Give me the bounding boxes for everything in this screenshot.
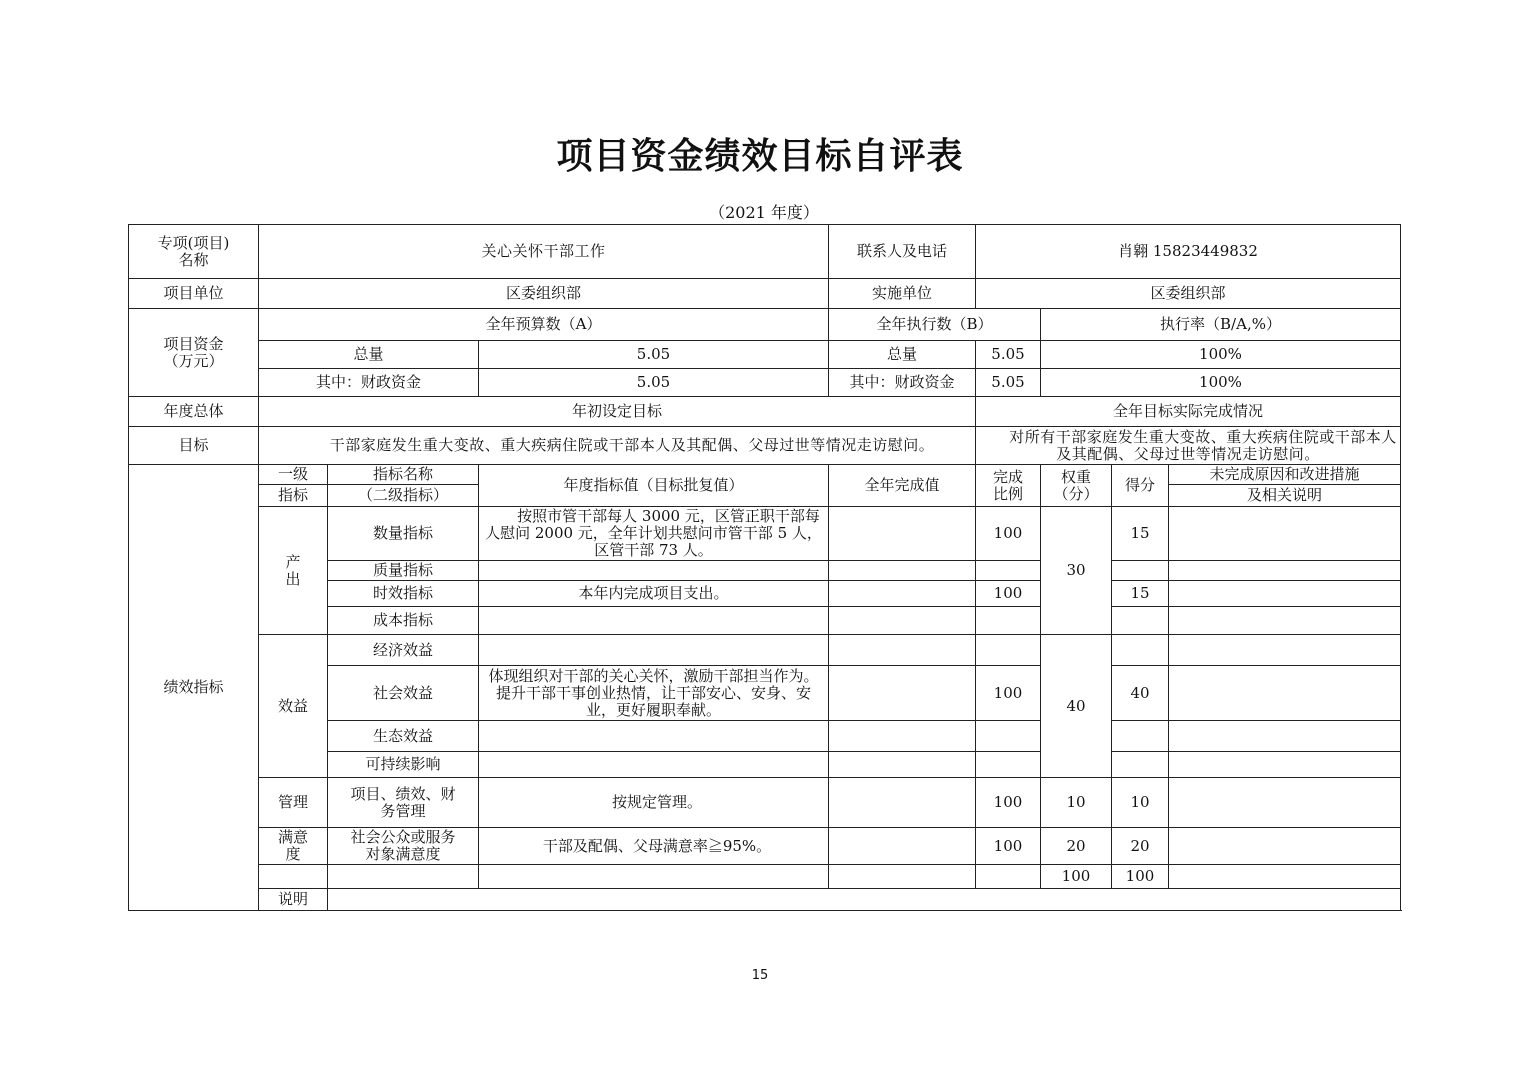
econ-target <box>479 635 829 666</box>
rate-header: 执行率（B/A,%） <box>1041 309 1401 341</box>
page-number: 15 <box>751 968 769 983</box>
cost-reason <box>1169 607 1401 635</box>
contact-value: 肖翱 15823449832 <box>976 225 1401 279</box>
project-name-label: 专项(项目) 名称 <box>129 225 259 279</box>
cost-name: 成本指标 <box>328 607 479 635</box>
col-weight: 权重 （分） <box>1041 465 1112 507</box>
rate-fiscal-value: 100% <box>1041 369 1401 397</box>
mgmt-weight: 10 <box>1041 778 1112 828</box>
col-name-bottom: （二级指标） <box>328 485 479 507</box>
budget-fiscal-label: 其中：财政资金 <box>259 369 479 397</box>
goals-done-text: 对所有干部家庭发生重大变故、重大疾病住院或干部本人及其配偶、父母过世等情况走访慰问。 <box>976 427 1401 465</box>
eco-target <box>479 721 829 752</box>
mgmt-name: 项目、绩效、财 务管理 <box>328 778 479 828</box>
col-name-top: 指标名称 <box>328 465 479 485</box>
col-ratio: 完成 比例 <box>976 465 1041 507</box>
qty-actual <box>829 507 976 561</box>
cost-actual <box>829 607 976 635</box>
impl-unit-label: 实施单位 <box>829 279 976 309</box>
budget-total-value: 5.05 <box>479 341 829 369</box>
col-reason-bottom: 及相关说明 <box>1169 485 1401 507</box>
social-reason <box>1169 666 1401 721</box>
qual-actual <box>829 561 976 581</box>
total-weight: 100 <box>1041 865 1112 889</box>
col-target: 年度指标值（目标批复值） <box>479 465 829 507</box>
qual-score <box>1112 561 1169 581</box>
econ-actual <box>829 635 976 666</box>
exec-fiscal-value: 5.05 <box>976 369 1041 397</box>
qty-reason <box>1169 507 1401 561</box>
impl-unit-value: 区委组织部 <box>976 279 1401 309</box>
goals-set-text: 干部家庭发生重大变故、重大疾病住院或干部本人及其配偶、父母过世等情况走访慰问。 <box>259 427 976 465</box>
budget-total-label: 总量 <box>259 341 479 369</box>
budget-header: 全年预算数（A） <box>259 309 829 341</box>
time-reason <box>1169 581 1401 607</box>
eco-reason <box>1169 721 1401 752</box>
col-reason-top: 未完成原因和改进措施 <box>1169 465 1401 485</box>
social-ratio: 100 <box>976 666 1041 721</box>
time-ratio: 100 <box>976 581 1041 607</box>
eco-name: 生态效益 <box>328 721 479 752</box>
time-score: 15 <box>1112 581 1169 607</box>
satis-score: 20 <box>1112 828 1169 865</box>
exec-total-label: 总量 <box>829 341 976 369</box>
output-label: 产 出 <box>259 507 328 635</box>
social-score: 40 <box>1112 666 1169 721</box>
total-target <box>479 865 829 889</box>
mgmt-target: 按规定管理。 <box>479 778 829 828</box>
satis-label: 满意 度 <box>259 828 328 865</box>
project-name: 关心关怀干部工作 <box>259 225 829 279</box>
satis-name: 社会公众或服务 对象满意度 <box>328 828 479 865</box>
note-label: 说明 <box>259 889 328 911</box>
satis-actual <box>829 828 976 865</box>
col-level1-bottom: 指标 <box>259 485 328 507</box>
mgmt-reason <box>1169 778 1401 828</box>
benefit-label: 效益 <box>259 635 328 778</box>
page-title: 项目资金绩效目标自评表 <box>556 136 964 177</box>
satis-weight: 20 <box>1041 828 1112 865</box>
qual-ratio <box>976 561 1041 581</box>
mgmt-score: 10 <box>1112 778 1169 828</box>
report-year: （2021 年度） <box>709 203 819 222</box>
total-reason <box>1169 865 1401 889</box>
total-name <box>328 865 479 889</box>
col-level1-top: 一级 <box>259 465 328 485</box>
qty-score: 15 <box>1112 507 1169 561</box>
output-weight: 30 <box>1041 507 1112 635</box>
econ-score <box>1112 635 1169 666</box>
total-score: 100 <box>1112 865 1169 889</box>
goals-done-header: 全年目标实际完成情况 <box>976 397 1401 427</box>
social-name: 社会效益 <box>328 666 479 721</box>
exec-total-value: 5.05 <box>976 341 1041 369</box>
rate-total-value: 100% <box>1041 341 1401 369</box>
eco-actual <box>829 721 976 752</box>
contact-label: 联系人及电话 <box>829 225 976 279</box>
qual-reason <box>1169 561 1401 581</box>
time-target: 本年内完成项目支出。 <box>479 581 829 607</box>
sust-ratio <box>976 752 1041 778</box>
cost-target <box>479 607 829 635</box>
note-value <box>328 889 1401 911</box>
budget-fiscal-value: 5.05 <box>479 369 829 397</box>
benefit-weight: 40 <box>1041 635 1112 778</box>
social-target: 体现组织对干部的关心关怀，激励干部担当作为。提升干部干事创业热情，让干部安心、安身、安业，更好履职奉献。 <box>479 666 829 721</box>
unit-value: 区委组织部 <box>259 279 829 309</box>
satis-ratio: 100 <box>976 828 1041 865</box>
mgmt-ratio: 100 <box>976 778 1041 828</box>
unit-label: 项目单位 <box>129 279 259 309</box>
goals-set-header: 年初设定目标 <box>259 397 976 427</box>
qty-ratio: 100 <box>976 507 1041 561</box>
goals-label-top: 年度总体 <box>129 397 259 427</box>
sust-name: 可持续影响 <box>328 752 479 778</box>
total-actual <box>829 865 976 889</box>
econ-ratio <box>976 635 1041 666</box>
perf-label: 绩效指标 <box>129 465 259 911</box>
time-name: 时效指标 <box>328 581 479 607</box>
exec-header: 全年执行数（B） <box>829 309 1041 341</box>
cost-ratio <box>976 607 1041 635</box>
mgmt-label: 管理 <box>259 778 328 828</box>
qual-target <box>479 561 829 581</box>
sust-reason <box>1169 752 1401 778</box>
funds-label: 项目资金 （万元） <box>129 309 259 397</box>
eco-ratio <box>976 721 1041 752</box>
satis-reason <box>1169 828 1401 865</box>
total-level1 <box>259 865 328 889</box>
econ-name: 经济效益 <box>328 635 479 666</box>
goals-label-bottom: 目标 <box>129 427 259 465</box>
eco-score <box>1112 721 1169 752</box>
cost-score <box>1112 607 1169 635</box>
sust-score <box>1112 752 1169 778</box>
social-actual <box>829 666 976 721</box>
exec-fiscal-label: 其中：财政资金 <box>829 369 976 397</box>
qty-name: 数量指标 <box>328 507 479 561</box>
qty-target: 按照市管干部每人 3000 元，区管正职干部每人慰问 2000 元，全年计划共慰问市管干部 5 人，区管干部 73 人。 <box>479 507 829 561</box>
col-score: 得分 <box>1112 465 1169 507</box>
qual-name: 质量指标 <box>328 561 479 581</box>
total-ratio <box>976 865 1041 889</box>
satis-target: 干部及配偶、父母满意率≧95%。 <box>479 828 829 865</box>
sust-actual <box>829 752 976 778</box>
mgmt-actual <box>829 778 976 828</box>
col-actual: 全年完成值 <box>829 465 976 507</box>
time-actual <box>829 581 976 607</box>
econ-reason <box>1169 635 1401 666</box>
evaluation-table <box>128 224 1401 911</box>
sust-target <box>479 752 829 778</box>
